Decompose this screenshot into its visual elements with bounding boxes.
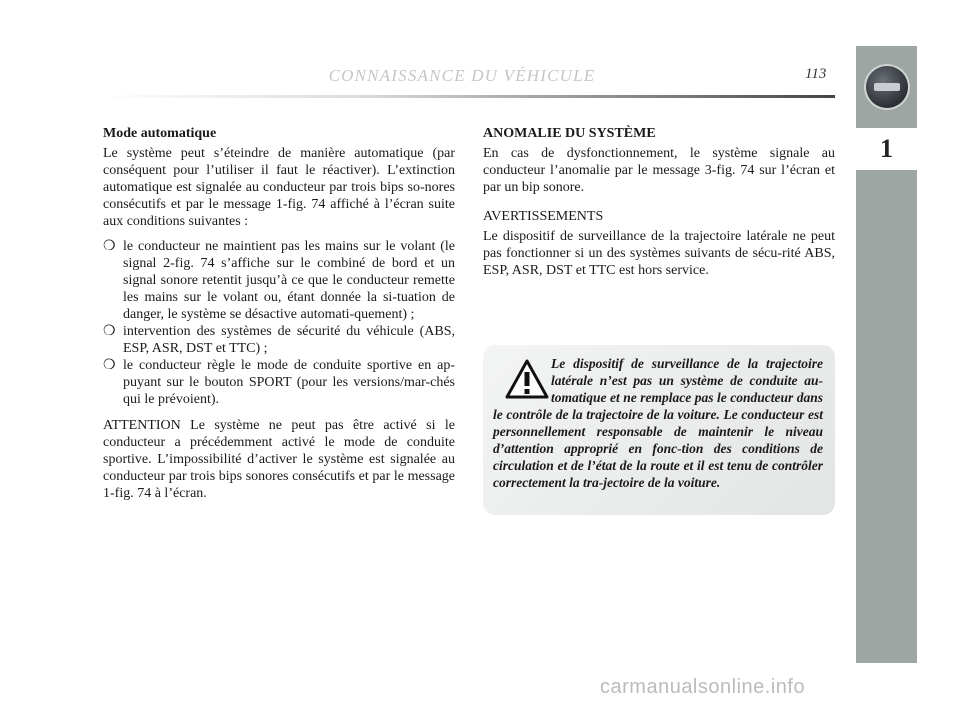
warning-text-block <box>493 355 823 491</box>
list-item-text: le conducteur règle le mode de conduite sportive en ap-puyant sur le bouton SPORT (pour les versions/mar-chés qui le prévoient). <box>123 358 455 407</box>
list-item <box>103 323 455 357</box>
left-column <box>103 125 455 510</box>
list-item-text: le conducteur ne maintient pas les mains sur le volant (le signal 2-fig. 74 s’affiche sur le combiné de bord et un signal sonore retentit jusqu’à ce que le conducteur remette les mains sur le volant ou, étant donnée la si-tuation de danger, le système se désactive automati-quement) ; <box>123 239 455 322</box>
page-header-title: CONNAISSANCE DU VÉHICULE <box>328 66 596 85</box>
page-number: 113 <box>805 66 827 82</box>
right-column <box>483 125 835 287</box>
attention-paragraph: ATTENTION Le système ne peut pas être activé si le conducteur a précédemment activé le mode de conduite sportive. L’impossibilité d’activer le système est signalée au conducteur par trois bips sonores consécutifs et par le message 1-fig. 74 à l’écran. <box>103 418 455 501</box>
bullet-circle-icon: ❍ <box>103 324 116 339</box>
anomaly-paragraph: En cas de dysfonctionnement, le système signale au conducteur l’anomalie par le message 3-fig. 74 sur l’écran et par un bip sonore. <box>483 146 835 195</box>
list-item <box>103 357 455 408</box>
bullet-circle-icon: ❍ <box>103 358 116 373</box>
section-heading-warnings: AVERTISSEMENTS <box>483 209 604 224</box>
chapter-number: 1 <box>856 128 917 170</box>
warning-callout <box>483 345 835 515</box>
list-item <box>103 238 455 323</box>
header-rule <box>100 95 835 98</box>
warnings-paragraph: Le dispositif de surveillance de la trajectoire latérale ne peut pas fonctionner si un des systèmes suivants de sécu-rité ABS, ESP, ASR, DST et TTC est hors service. <box>483 229 835 278</box>
conditions-list <box>103 238 455 408</box>
watermark: carmanualsonline.info <box>600 676 806 698</box>
warning-text: Le dispositif de surveillance de la trajectoire latérale n’est pas un système de conduite au-tomatique et ne remplace pas le conducteur dans le contrôle de la trajectoire de la voiture. Le conducteur est personnellement responsable de maintenir le niveau d’attention approprié en fonc-tion des conditions de circulation et de l’état de la route et il est tenu de contrôler correctement la tra-jectoire de la voiture. <box>493 356 823 490</box>
intro-paragraph: Le système peut s’éteindre de manière automatique (par conséquent pour l’utiliser il faut le réactiver). L’extinction automatique est signalée au conducteur par trois bips so-nores consécutifs et par le message 1-fig. 74 affiché à l’écran suite aux conditions suivantes : <box>103 146 455 229</box>
lancia-logo-icon <box>866 66 908 108</box>
section-heading-system-anomaly: ANOMALIE DU SYSTÈME <box>483 126 656 141</box>
section-heading-automatic-mode: Mode automatique <box>103 126 217 141</box>
bullet-circle-icon: ❍ <box>103 239 116 254</box>
list-item-text: intervention des systèmes de sécurité du véhicule (ABS, ESP, ASR, DST et TTC) ; <box>123 324 455 356</box>
